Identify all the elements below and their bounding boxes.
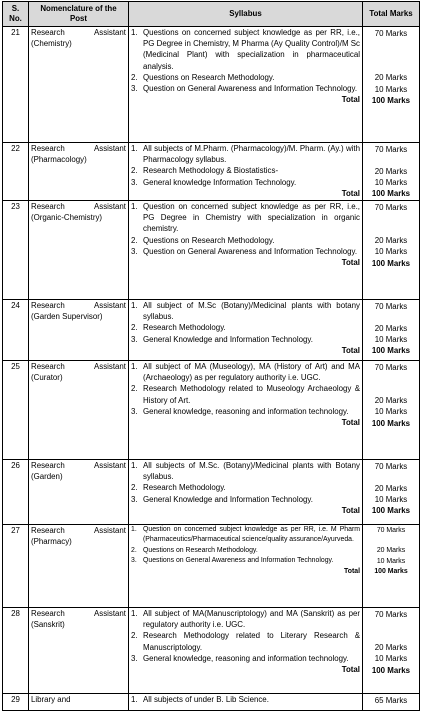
post-name: Research Assistant (Garden) (29, 460, 129, 525)
post-name: Research Assistant (Sanskrit) (29, 608, 129, 694)
syllabus-item (131, 525, 360, 546)
item-text: All subjects of M.Pharm. (Pharmacology)/M. Pharm. (Ay.) with Pharmacology syllabus. (143, 144, 360, 165)
marks-value: 10 Marks (374, 407, 408, 417)
item-text: General Knowledge and Information Technology. (143, 334, 313, 344)
post-name: Research Assistant (Pharmacology) (29, 143, 129, 201)
total-label: Total (341, 188, 360, 198)
post-name: Research Assistant (Chemistry) (29, 27, 129, 143)
item-text: Questions on Research Methodology. (143, 546, 258, 554)
total-label: Total (341, 258, 360, 268)
item-text: Research Methodology & Biostatistics- (143, 166, 279, 176)
marks-value: 10 Marks (374, 84, 408, 94)
syllabus-item (131, 361, 360, 383)
item-number: 1. (131, 301, 138, 311)
item-number: 3. (131, 406, 138, 416)
syllabus-cell (129, 608, 363, 694)
total-marks: 100 Marks (374, 568, 408, 576)
serial-number: 21 (3, 27, 29, 143)
marks-cell (363, 361, 420, 460)
syllabus-item (131, 694, 360, 705)
item-number: 3. (131, 177, 138, 187)
item-number: 1. (131, 362, 138, 372)
syllabus-cell (129, 694, 363, 711)
item-text: All subjects of under B. Lib Science. (143, 695, 269, 705)
marks-value: 10 Marks (374, 178, 408, 188)
marks-value: 20 Marks (374, 483, 408, 493)
post-name: Research Assistant (Curator) (29, 361, 129, 460)
item-number: 3. (131, 653, 138, 663)
syllabus-item (131, 27, 360, 72)
marks-value: 70 Marks (374, 461, 408, 471)
item-text: Research Methodology. (143, 323, 226, 333)
header-syllabus: Syllabus (129, 2, 363, 27)
syllabus-item (131, 494, 360, 505)
item-number: 1. (131, 526, 137, 534)
item-number: 3. (131, 557, 137, 565)
total-label: Total (341, 418, 360, 428)
item-text: Question on General Awareness and Information Technology. (143, 246, 358, 256)
post-name: Library and (29, 694, 129, 711)
marks-value: 70 Marks (374, 362, 408, 372)
item-number: 2. (131, 323, 138, 333)
syllabus-item (131, 201, 360, 235)
item-number: 3. (131, 494, 138, 504)
serial-number: 29 (3, 694, 29, 711)
total-marks: 100 Marks (371, 506, 411, 516)
item-text: General knowledge, reasoning and information technology. (143, 406, 349, 416)
syllabus-item (131, 83, 360, 94)
marks-cell (363, 608, 420, 694)
syllabus-item (131, 546, 360, 556)
syllabus-item (131, 246, 360, 257)
item-number: 2. (131, 631, 138, 641)
table-row (3, 143, 420, 201)
serial-number: 28 (3, 608, 29, 694)
marks-value: 20 Marks (374, 643, 408, 653)
table-row (3, 694, 420, 711)
item-number: 2. (131, 72, 138, 82)
syllabus-item (131, 300, 360, 322)
item-number: 1. (131, 695, 138, 705)
marks-value: 20 Marks (374, 236, 408, 246)
syllabus-cell (129, 361, 363, 460)
marks-value: 70 Marks (374, 609, 408, 619)
marks-value: 20 Marks (376, 547, 406, 555)
marks-value: 70 Marks (376, 526, 406, 534)
syllabus-item (131, 72, 360, 83)
marks-value: 20 Marks (374, 166, 408, 176)
syllabus-item (131, 406, 360, 417)
table-row (3, 460, 420, 525)
table-row (3, 300, 420, 361)
header-marks: Total Marks (363, 2, 420, 27)
serial-number: 22 (3, 143, 29, 201)
header-post: Nomenclature of the Post (29, 2, 129, 27)
syllabus-item (131, 322, 360, 333)
syllabus-cell (129, 143, 363, 201)
item-text: Questions on concerned subject knowledge as per RR, i.e., PG Degree in Chemistry, M Pharma (Ay Quality Control)/M Sc (Medicinal Plant) with specialization in pharmaceutical analysis. (143, 28, 360, 71)
syllabus-item (131, 630, 360, 652)
item-number: 2. (131, 166, 138, 176)
total-label: Total (341, 95, 360, 105)
total-marks: 100 Marks (371, 258, 411, 268)
marks-cell (363, 694, 420, 711)
marks-cell (363, 201, 420, 300)
serial-number: 24 (3, 300, 29, 361)
marks-value: 70 Marks (374, 28, 408, 38)
item-number: 1. (131, 461, 138, 471)
total-marks: 100 Marks (371, 418, 411, 428)
item-text: All subject of MA (Museology), MA (History of Art) and MA (Archaeology) as per regulatory authority i.e. UGC. (143, 362, 360, 383)
table-row (3, 27, 420, 143)
table-row (3, 201, 420, 300)
syllabus-item (131, 460, 360, 482)
item-text: All subjects of M.Sc. (Botany)/Medicinal plants with Botany syllabus. (143, 461, 360, 482)
item-number: 1. (131, 144, 138, 153)
syllabus-cell (129, 525, 363, 608)
item-text: All subject of M.Sc (Botany)/Medicinal plants with botany syllabus. (143, 301, 360, 322)
item-number: 2. (131, 546, 137, 554)
serial-number: 27 (3, 525, 29, 608)
item-text: Research Methodology related to Museology Archaeology & History of Art. (143, 384, 360, 405)
total-marks: 100 Marks (371, 95, 411, 105)
syllabus-item (131, 235, 360, 246)
syllabus-item (131, 143, 360, 165)
syllabus-cell (129, 460, 363, 525)
total-marks: 100 Marks (371, 665, 411, 675)
item-text: Question on General Awareness and Information Technology. (143, 84, 358, 94)
marks-cell (363, 300, 420, 361)
item-text: General knowledge Information Technology. (143, 177, 297, 187)
total-label: Total (341, 345, 360, 355)
item-text: Research Methodology. (143, 483, 226, 493)
serial-number: 26 (3, 460, 29, 525)
marks-value: 10 Marks (374, 654, 408, 664)
item-text: General knowledge, reasoning and information technology. (143, 653, 349, 663)
post-name: Research Assistant (Garden Supervisor) (29, 300, 129, 361)
syllabus-item (131, 165, 360, 176)
syllabus-item (131, 482, 360, 493)
item-text: All subject of MA(Manuscriptology) and MA (Sanskrit) as per regulatory authority i.e. UGC. (143, 609, 360, 630)
syllabus-item (131, 334, 360, 345)
syllabus-table (2, 1, 420, 711)
marks-cell (363, 525, 420, 608)
total-label: Total (341, 665, 360, 675)
item-number: 1. (131, 609, 138, 619)
item-number: 3. (131, 246, 138, 256)
syllabus-item (131, 177, 360, 188)
post-name: Research Assistant (Pharmacy) (29, 525, 129, 608)
marks-cell (363, 460, 420, 525)
item-number: 3. (131, 84, 138, 94)
item-text: Question on concerned subject knowledge as per RR, i.e. M Pharm (Pharmaceutics/Pharmaceutical science/quality assurance/Ayurveda. (143, 526, 360, 544)
total-label: Total (341, 505, 360, 515)
marks-value: 70 Marks (374, 202, 408, 212)
syllabus-cell (129, 300, 363, 361)
marks-value: 70 Marks (374, 144, 408, 154)
marks-value: 20 Marks (374, 323, 408, 333)
syllabus-item (131, 653, 360, 664)
post-name: Research Assistant (Organic-Chemistry) (29, 201, 129, 300)
table-row (3, 608, 420, 694)
marks-value: 10 Marks (374, 495, 408, 505)
item-number: 2. (131, 384, 138, 394)
syllabus-item (131, 556, 360, 566)
item-number: 2. (131, 483, 138, 493)
header-row (3, 2, 420, 27)
table-row (3, 361, 420, 460)
serial-number: 25 (3, 361, 29, 460)
syllabus-cell (129, 201, 363, 300)
syllabus-item (131, 383, 360, 405)
syllabus-item (131, 608, 360, 630)
item-number: 1. (131, 202, 138, 212)
marks-value: 20 Marks (374, 73, 408, 83)
marks-value: 10 Marks (374, 335, 408, 345)
item-text: Question on concerned subject knowledge as per RR, i.e., PG Degree in Chemistry with specialization in organic chemistry. (143, 202, 360, 234)
table-body (3, 27, 420, 711)
table-row (3, 525, 420, 608)
marks-value: 10 Marks (374, 247, 408, 257)
item-text: Questions on Research Methodology. (143, 72, 275, 82)
item-number: 2. (131, 235, 138, 245)
total-marks: 100 Marks (371, 189, 411, 199)
marks-value: 70 Marks (374, 301, 408, 311)
item-text: General Knowledge and Information Technology. (143, 494, 313, 504)
item-number: 3. (131, 334, 138, 344)
total-marks: 100 Marks (371, 346, 411, 356)
item-text: Questions on General Awareness and Information Technology. (143, 557, 334, 565)
item-text: Research Methodology related to Literary Research & Manuscriptology. (143, 631, 360, 652)
marks-value: 10 Marks (376, 557, 406, 565)
marks-cell (363, 143, 420, 201)
item-text: Questions on Research Methodology. (143, 235, 275, 245)
marks-value: 65 Marks (374, 695, 408, 705)
serial-number: 23 (3, 201, 29, 300)
marks-value: 20 Marks (374, 396, 408, 406)
item-number: 1. (131, 28, 138, 37)
total-label: Total (344, 567, 360, 575)
header-sno: S. No. (3, 2, 29, 27)
syllabus-cell (129, 27, 363, 143)
marks-cell (363, 27, 420, 143)
